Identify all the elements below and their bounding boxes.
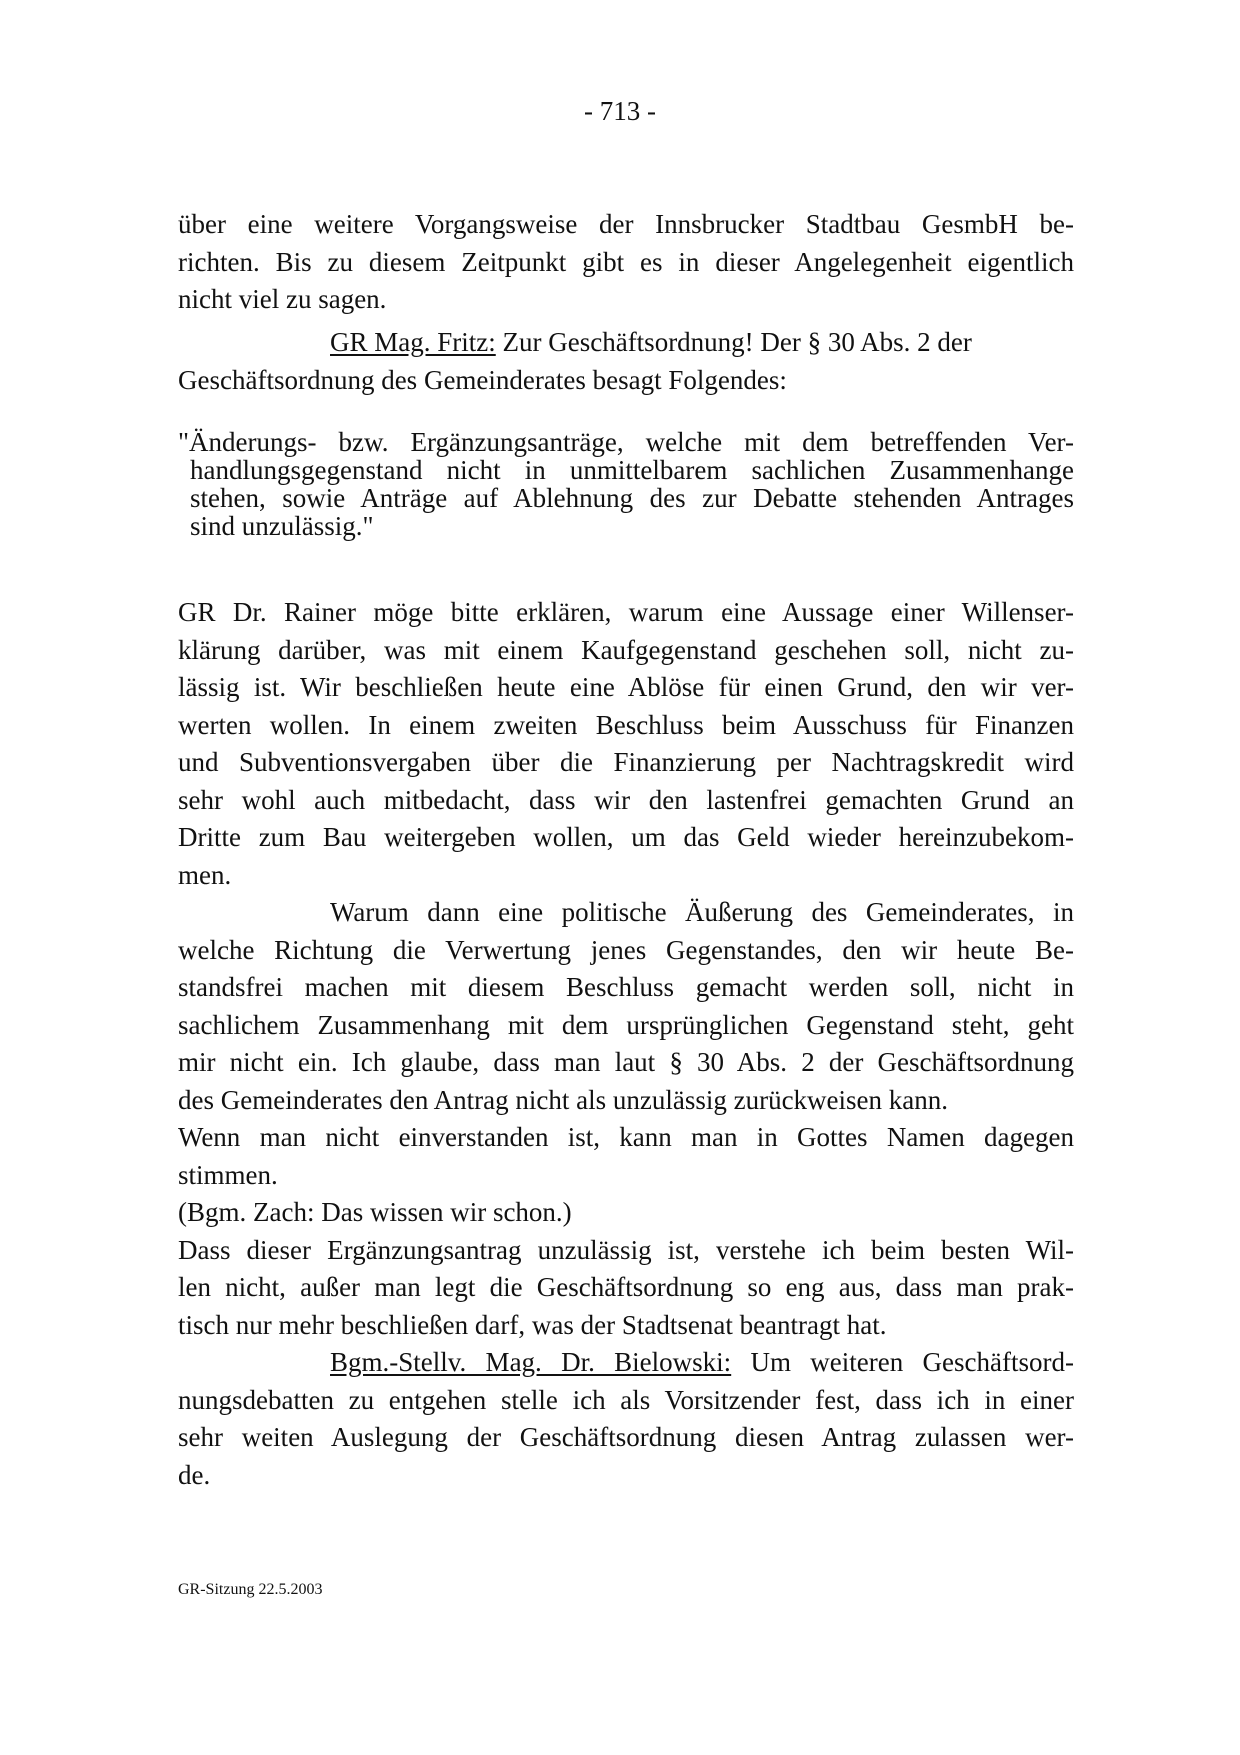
text-line: werten wollen. In einem zweiten Beschluss beim Ausschuss für Finanzen xyxy=(178,709,1074,740)
text-line: men. xyxy=(178,859,232,890)
speaker-name: GR Mag. Fritz: xyxy=(330,327,496,357)
quote-line: handlungsgegenstand nicht in unmittelbarem sachlichen Zusammenhange xyxy=(190,455,1074,485)
speech-opening-line xyxy=(178,324,1074,362)
rule-quote xyxy=(178,428,1074,540)
speaker-name: Bgm.-Stellv. Mag. Dr. Bielowski: xyxy=(330,1347,732,1377)
text-line: klärung darüber, was mit einem Kaufgegenstand geschehen soll, nicht zu- xyxy=(178,634,1074,665)
text-line: lässig ist. Wir beschließen heute eine Ablöse für einen Grund, den wir ver- xyxy=(178,672,1074,702)
speech-text: Zur Geschäftsordnung! Der § 30 Abs. 2 der xyxy=(495,327,972,357)
speech-fritz xyxy=(178,324,1074,399)
footer-session-date: GR-Sitzung 22.5.2003 xyxy=(178,1581,323,1598)
text-line: len nicht, außer man legt die Geschäftsordnung so eng aus, dass man prak- xyxy=(178,1272,1074,1302)
text-line: sehr weiten Auslegung der Geschäftsordnung diesen Antrag zulassen wer- xyxy=(178,1422,1074,1452)
text-line: Dass dieser Ergänzungsantrag unzulässig ist, verstehe ich beim besten Wil- xyxy=(178,1234,1074,1265)
text-line: stimmen. xyxy=(178,1159,278,1190)
text-line: standsfrei machen mit diesem Beschluss gemacht werden soll, nicht in xyxy=(178,972,1074,1002)
paragraph-rainer xyxy=(178,594,1074,894)
text-line: Geschäftsordnung des Gemeinderates besagt Folgendes: xyxy=(178,364,787,395)
text-line: des Gemeinderates den Antrag nicht als unzulässig zurückweisen kann. xyxy=(178,1084,949,1115)
speech-bielowski xyxy=(178,1344,1074,1494)
text-line: Wenn man nicht einverstanden ist, kann man in Gottes Namen dagegen xyxy=(178,1122,1074,1152)
text-line: und Subventionsvergaben über die Finanzierung per Nachtragskredit wird xyxy=(178,747,1074,777)
speech-opening-line xyxy=(178,1344,1074,1382)
text-line: richten. Bis zu diesem Zeitpunkt gibt es in dieser Angelegenheit eigentlich xyxy=(178,246,1074,277)
page-number: - 713 - xyxy=(584,96,656,126)
text-line: mir nicht ein. Ich glaube, dass man laut § 30 Abs. 2 der Geschäftsordnung xyxy=(178,1047,1074,1077)
text-line: nicht viel zu sagen. xyxy=(178,284,387,314)
text-line: Dritte zum Bau weitergeben wollen, um das Geld wieder hereinzubekom- xyxy=(178,822,1074,852)
text-line: über eine weitere Vorgangsweise der Innsbrucker Stadtbau GesmbH be- xyxy=(178,209,1074,239)
text-line: de. xyxy=(178,1459,211,1490)
quote-line: stehen, sowie Anträge auf Ablehnung des zur Debatte stehenden Antrages xyxy=(190,483,1074,513)
quote-line: "Änderungs- bzw. Ergänzungsanträge, welche mit dem betreffenden Ver- xyxy=(178,427,1074,457)
paragraph-political-statement xyxy=(178,894,1074,1344)
paragraph-continuation xyxy=(178,206,1074,319)
quote-line: sind unzulässig." xyxy=(190,511,374,541)
text-line: Warum dann eine politische Äußerung des Gemeinderates, in xyxy=(330,897,1074,927)
text-line: welche Richtung die Verwertung jenes Gegenstandes, den wir heute Be- xyxy=(178,934,1074,965)
speech-text: Um weiteren Geschäftsord- xyxy=(731,1347,1075,1377)
text-line: sachlichem Zusammenhang mit dem ursprünglichen Gegenstand steht, geht xyxy=(178,1009,1074,1040)
text-line: GR Dr. Rainer möge bitte erklären, warum eine Aussage einer Willenser- xyxy=(178,597,1074,627)
text-line: sehr wohl auch mitbedacht, dass wir den lastenfrei gemachten Grund an xyxy=(178,784,1074,815)
text-line: tisch nur mehr beschließen darf, was der Stadtsenat beantragt hat. xyxy=(178,1309,887,1340)
text-line: nungsdebatten zu entgehen stelle ich als Vorsitzender fest, dass ich in einer xyxy=(178,1384,1074,1415)
interjection-line: (Bgm. Zach: Das wissen wir schon.) xyxy=(178,1197,572,1227)
